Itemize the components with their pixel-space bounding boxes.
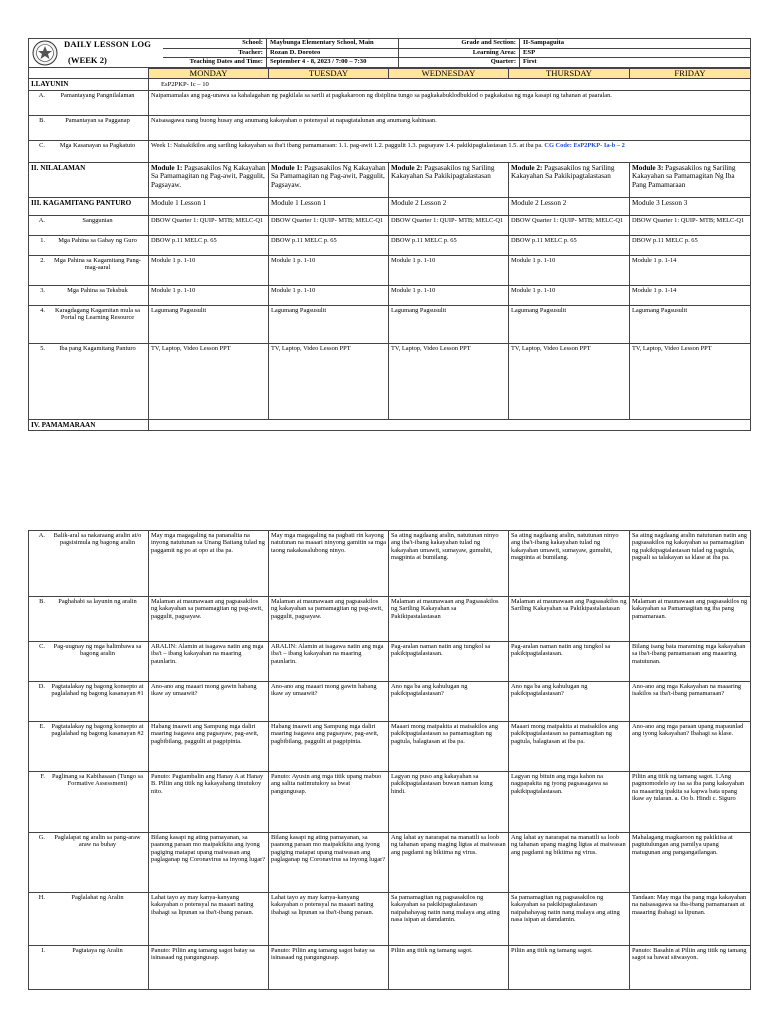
procedure-pagtatalakay-2-wednesday: Maaari mong maipakita at maisakilos ang pakikipagtalastasan sa pamamagitan ng pagtula, balagtasan at iba pa. — [389, 722, 509, 772]
nilalaman-thursday-head: Module 2: — [511, 163, 543, 172]
iba-pang-kagamitan-label-text: Iba pang Kagamitang Panturo — [59, 344, 136, 352]
row-b-index: B. — [39, 116, 45, 124]
procedure-paglalapat-wednesday: Ang lahat ay nararapat na manatili sa loob ng tahanan upang maging ligtas at maiwasan ang pagdami ng biktima ng virus. — [389, 833, 509, 893]
iba-pang-friday: TV, Laptop, Video Lesson PPT — [630, 343, 751, 419]
nilalaman-monday — [149, 162, 269, 197]
sanggunian-thursday: DBOW Quarter 1: QUIP- MTB; MELC-Q1 — [509, 215, 630, 235]
nilalaman-title: II. NILALAMAN — [29, 162, 149, 197]
procedure-row-paglalahat — [29, 893, 751, 946]
nilalaman-wednesday — [389, 162, 509, 197]
procedure-row-pagtataya — [29, 946, 751, 990]
procedure-balik-aral-tuesday: May mga magagaling na pagbati rin kayong natutunan na maaari ninyong gamitin sa mga taong nakakasalubong ninyo. — [269, 531, 389, 597]
procedure-paghahabi-friday: Malaman at maunawaan ang pagsasakilos ng kakayahan sa Pamamagitan ng iba pang pamamaraan. — [630, 597, 751, 642]
procedure-row-paghahabi — [29, 597, 751, 642]
nilalaman-monday-head: Module 1: — [151, 163, 183, 172]
karagdagang-friday: Lagumang Pagsusulit — [630, 305, 751, 343]
iba-pang-monday: TV, Laptop, Video Lesson PPT — [149, 343, 269, 419]
procedure-balik-aral-friday: Sa ating nagdaang aralin natutunan natin ang pagsasakilos ng kakayahan sa pamamagitan ng pakikipagtalastasan tulad ng pagtula, pagsali sa talakayan sa klase at iba pa. — [630, 531, 751, 597]
day-wednesday: WEDNESDAY — [389, 68, 509, 79]
teksbuk-friday: Module 1 p. 1-14 — [630, 285, 751, 305]
procedure-label-paglalahat — [29, 893, 149, 946]
procedure-label-text-pagtatalakay-2: Pagtatalakay ng bagong konsepto at paglalahad ng bagong kasanayan #2 — [51, 723, 144, 738]
procedure-pagtatalakay-1-tuesday: Ano-ano ang maaari mong gawin habang ikaw ay umaawit? — [269, 682, 389, 722]
procedure-paglinang-tuesday: Panuto: Ayusin ang mga titik upang mabuo ang salita natimutukoy sa bwat pangungusap. — [269, 772, 389, 833]
deped-logo-cell — [29, 39, 163, 68]
procedure-index-paglinang: F. — [40, 773, 45, 780]
mag-aaral-monday: Module 1 p. 1-10 — [149, 255, 269, 285]
procedure-pagtatalakay-1-monday: Ano-ano ang maaari mong gawin habang ikaw ay umaawit? — [149, 682, 269, 722]
procedure-paglalapat-thursday: Ang lahat ay nararapat na manatili sa loob ng tahanan upang maging ligtas at maiwasan ang pagdami ng biktima ng virus. — [509, 833, 630, 893]
procedure-pagtatalakay-2-monday: Habang inaawit ang Sampung mga daliri maaring isagawa ang pagsayaw, pag-awit, pagbibilang, paggulit at pagpipinta. — [149, 722, 269, 772]
mag-aaral-friday: Module 1 p. 1-14 — [630, 255, 751, 285]
procedure-label-text-pagtatalakay-1: Pagtatalakay ng bagong konsepto at paglalahad ng bagong kasanayan #1 — [51, 683, 144, 698]
procedure-balik-aral-thursday: Sa ating nagdaang aralin, natutunan ninyo ang iba't-ibang kakayahan tulad ng kakayahan umawit, sumayaw, gumuhit, magpinta at bumilang. — [509, 531, 630, 597]
sanggunian-label-text: Sanggunian — [82, 216, 113, 224]
procedure-paglinang-friday: Piliin ang titik ng tamang sagot. 1.Ang pagmomodelo ay isa sa iba pang kakayahan na maaaring ipakita sa kapwa bata upang ikaw ay tularan. a. Oo b. Hindi c. Siguro — [630, 772, 751, 833]
sanggunian-monday: DBOW Quarter 1: QUIP- MTB; MELC-Q1 — [149, 215, 269, 235]
day-header-blank — [29, 68, 149, 79]
kasanayan-label — [29, 140, 149, 162]
procedure-row-paglalapat — [29, 833, 751, 893]
procedure-label-text-pag-uugnay: Pag-uugnay ng mga halimbawa sa bagong aralin — [53, 643, 142, 658]
procedure-label-paglinang — [29, 772, 149, 833]
gabay-guro-label — [29, 235, 149, 255]
competency-code — [149, 79, 751, 91]
competency-code-text: EsP2PKP- Ic – 10 — [161, 81, 209, 89]
procedure-index-pagtataya: I. — [41, 947, 45, 954]
procedure-paglinang-thursday: Lagyan ng bituin ang mga kahon na nagpapakita ng iyong pagsasagawa sa pakikipagtalastasan. — [509, 772, 630, 833]
teksbuk-label-text: Mga Pahina sa Teksbuk — [67, 286, 128, 294]
karagdagang-kagamitan-label-text: Karagdagang Kagamitan mula sa Portal ng Learning Resource — [55, 306, 140, 322]
procedure-paglalapat-friday: Mahalagang magkaroon ng pakikiisa at pagtutulungan ang pamilya upang matugunan ang pangangailangan. — [630, 833, 751, 893]
gabay-guro-monday: DBOW p.11 MELC p. 65 — [149, 235, 269, 255]
karagdagang-thursday: Lagumang Pagsusulit — [509, 305, 630, 343]
karagdagang-tuesday: Lagumang Pagsusulit — [269, 305, 389, 343]
nilalaman-friday-head: Module 3: — [632, 163, 664, 172]
procedure-paglinang-monday: Panuto: Pagtambalin ang Hanay A at Hanay B. Piliin ang titik ng kakayahang tinutukoy nito. — [149, 772, 269, 833]
procedure-row-pagtatalakay-2 — [29, 722, 751, 772]
procedure-pagtatalakay-2-friday: Ano-ano ang mga paraan upang mapaunlad ang iyong kakayahan? Ibahagi sa klase. — [630, 722, 751, 772]
teksbuk-label — [29, 285, 149, 305]
kagamitang-title: III. KAGAMITANG PANTURO — [29, 197, 149, 215]
kagamitang-pang-mag-aaral-index: 2. — [40, 256, 45, 264]
procedure-label-text-pagtataya: Pagtataya ng Aralin — [72, 947, 123, 954]
day-monday: MONDAY — [149, 68, 269, 79]
teacher-value: Rozan D. Doroteo — [267, 48, 399, 58]
procedure-pagtatalakay-1-thursday: Ano nga ba ang kahulugan ng pakikipagtalastasan? — [509, 682, 630, 722]
dates-value: September 4 - 8, 2023 / 7:00 – 7:30 — [267, 58, 399, 68]
procedure-index-balik-aral: A. — [38, 532, 45, 539]
procedure-paghahabi-wednesday: Malaman at maunawaan ang Pagsasakilos ng Sariling Kakayahan sa Pakikipastalastasan — [389, 597, 509, 642]
pamantayan-pagganap-text: Naisasagawa nang buong husay ang anumang kakayahan o potensyal at napagtatalunan ang anumang kahinaan. — [149, 115, 751, 140]
week-label: (WEEK 2) — [68, 54, 107, 65]
karagdagang-kagamitan-label — [29, 305, 149, 343]
mag-aaral-tuesday: Module 1 p. 1-10 — [269, 255, 389, 285]
row-a-label: Pamantayang Pangnilalaman — [60, 91, 135, 99]
procedure-pagtatalakay-1-wednesday: Ano nga ba ang kahulugan ng pakikipagtalastasan? — [389, 682, 509, 722]
procedure-index-paglalahat: H. — [38, 894, 45, 901]
sanggunian-wednesday: DBOW Quarter 1: QUIP- MTB; MELC-Q1 — [389, 215, 509, 235]
sanggunian-tuesday: DBOW Quarter 1: QUIP- MTB; MELC-Q1 — [269, 215, 389, 235]
lesson-thursday: Module 2 Lesson 2 — [509, 197, 630, 215]
karagdagang-monday: Lagumang Pagsusulit — [149, 305, 269, 343]
procedure-row-pag-uugnay — [29, 642, 751, 682]
procedure-label-text-paglalapat: Paglalapat ng aralin sa pang-araw araw na buhay — [54, 834, 141, 849]
header-table — [28, 38, 751, 68]
gabay-guro-wednesday: DBOW p.11 MELC p. 65 — [389, 235, 509, 255]
procedure-paghahabi-tuesday: Malaman at maunawaan ang pagsasakilos ng kakayahan sa pamamagitan ng pag-awit, paggulit, pagsayaw. — [269, 597, 389, 642]
deped-seal-icon — [32, 40, 58, 66]
procedure-pagtatalakay-1-friday: Ano-ano ang mga Kakayahan na maaaring isakilos sa iba't-ibang pamamaraan? — [630, 682, 751, 722]
procedure-label-text-balik-aral: Balik-aral sa nakaraang aralin at/o pagsisimula ng bagong aralin — [53, 532, 142, 547]
layunin-title: I.LAYUNIN — [29, 79, 149, 91]
teksbuk-index: 3. — [40, 286, 45, 294]
procedure-paghahabi-thursday: Malaman at maunawaan ang Pagsasakilos ng Sariling Kakayahan sa Pakikipastalastasan — [509, 597, 630, 642]
school-label: School: — [163, 39, 267, 49]
page-1 — [28, 38, 750, 431]
gabay-guro-thursday: DBOW p.11 MELC p. 65 — [509, 235, 630, 255]
lesson-table-page1 — [28, 68, 751, 432]
procedure-pag-uugnay-friday: Bilang isang bata maraming mga kakayahan sa iba't-ibang pamamaraan ang maaaring matutunan. — [630, 642, 751, 682]
procedure-index-paglalapat: G. — [38, 834, 45, 841]
nilalaman-tuesday-head: Module 1: — [271, 163, 303, 172]
day-tuesday: TUESDAY — [269, 68, 389, 79]
nilalaman-wednesday-text: Pagsasakilos ng Sariling Kakayahan Sa Pakikipagtalastasan — [391, 163, 495, 181]
procedure-paglalahat-tuesday: Lahat tayo ay may kanya-kanyang kakayahan o potensyal na maaari nating ibahagi sa lipunan sa iba't-ibang paraan. — [269, 893, 389, 946]
procedure-pagtatalakay-2-tuesday: Habang inaawit ang Sampung mga daliri maaring isagawa ang pagsayaw, pag-awit, pagbibilang, paggulit at pagpipinta. — [269, 722, 389, 772]
procedure-label-text-paglinang: Paglinang sa Kabihasaan (Tungo sa Formative Assessment) — [52, 773, 143, 788]
procedure-index-paghahabi: B. — [39, 598, 45, 605]
nilalaman-thursday-text: Pagsasakilos ng Sariling Kakayahan Sa Pakikipagtalastasan — [511, 163, 615, 181]
procedure-pagtatalakay-2-thursday: Maaari mong maipakita at maisakilos ang pakikipagtalastasan sa pamamagitan ng pagtula, balagtasan at iba pa. — [509, 722, 630, 772]
nilalaman-wednesday-head: Module 2: — [391, 163, 423, 172]
sanggunian-index: A. — [38, 216, 45, 224]
kasanayan-text — [149, 140, 751, 162]
procedure-label-balik-aral — [29, 531, 149, 597]
procedure-label-pagtatalakay-2 — [29, 722, 149, 772]
procedure-row-pagtatalakay-1 — [29, 682, 751, 722]
karagdagang-wednesday: Lagumang Pagsusulit — [389, 305, 509, 343]
teksbuk-wednesday: Module 1 p. 1-10 — [389, 285, 509, 305]
area-value: ESP — [520, 48, 751, 58]
kagamitang-pang-mag-aaral-label — [29, 255, 149, 285]
pamamaraan-blank — [149, 419, 751, 430]
teksbuk-thursday: Module 1 p. 1-10 — [509, 285, 630, 305]
cg-code: CG Code: EsP2PKP- Ia-b – 2 — [544, 141, 625, 149]
mag-aaral-wednesday: Module 1 p. 1-10 — [389, 255, 509, 285]
procedure-balik-aral-monday: May mga magagaling na pananalita na inyong natutunan sa Unang Baitang tulad ng paggamit ng po at opo at iba pa. — [149, 531, 269, 597]
nilalaman-monday-text: Pagsasakilos Ng Kakayahan Sa Pamamagitan ng Pag-awit, Paggulit, Pagsayaw. — [151, 163, 266, 189]
iba-pang-kagamitan-index: 5. — [40, 344, 45, 352]
procedure-paglalahat-wednesday: Sa pamamagitan ng pagsasakilos ng kakayahan sa pakikipagtalastasan naipahahayag natin nang malaya ang ating nasa isipan at damdamin. — [389, 893, 509, 946]
procedure-label-paghahabi — [29, 597, 149, 642]
iba-pang-wednesday: TV, Laptop, Video Lesson PPT — [389, 343, 509, 419]
procedure-paglalahat-thursday: Sa pamamagitan ng pagsasakilos ng kakayahan sa pakikipagtalastasan naipahahayag natin nang malaya ang ating nasa isipan at damdamin. — [509, 893, 630, 946]
mag-aaral-thursday: Module 1 p. 1-10 — [509, 255, 630, 285]
lesson-friday: Module 3 Lesson 3 — [630, 197, 751, 215]
procedure-paglalapat-tuesday: Bilang kasapi ng ating pamayanan, sa paanong paraan mo maipakikita ang iyong pagiging matapat upang maiwasan ang paglaganap ng Coronavirus sa inyong lugar? — [269, 833, 389, 893]
grade-value: II-Sampaguita — [520, 39, 751, 49]
procedure-label-pagtatalakay-1 — [29, 682, 149, 722]
nilalaman-tuesday-text: Pagsasakilos Ng Kakayahan Sa Pamamagitan ng Pag-awit, Paggulit, Pagsayaw. — [271, 163, 386, 189]
dates-label: Teaching Dates and Time: — [163, 58, 267, 68]
procedure-pag-uugnay-wednesday: Pag-aralan naman natin ang tungkol sa pakikipagtalastasan. — [389, 642, 509, 682]
procedure-paglalapat-monday: Bilang kasapi ng ating pamayanan, sa paanong paraan mo maipakikita ang iyong pagiging matapat upang maiwasan ang paglaganap ng Coronavirus sa inyong lugar? — [149, 833, 269, 893]
procedure-label-text-paghahabi: Paghahabi sa layunin ng aralin — [58, 598, 137, 605]
pamantayang-pangnilalaman-text: Naipamamalas ang pag-unawa sa kahalagahan ng pagkilala sa sarili at pagkakaroon ng disiplina tungo sa pagkakabuklodbuklod o pagkakaisa ng mga kasapi ng tahanan at paaralan. — [149, 90, 751, 115]
nilalaman-thursday — [509, 162, 630, 197]
procedure-paglalahat-monday: Lahat tayo ay may kanya-kanyang kakayahan o potensyal na maaari nating ibahagi sa lipunan sa iba't-ibang paraan. — [149, 893, 269, 946]
gabay-guro-index: 1. — [40, 236, 45, 244]
procedure-index-pagtatalakay-1: D. — [38, 683, 45, 690]
procedure-pagtataya-tuesday: Panuto: Piliin ang tamang sagot batay sa isinasaad ng pangungusap. — [269, 946, 389, 990]
procedure-paglalahat-friday: Tandaan: May mga iba pang mga kakayahan na naisasagawa sa iba-ibang pamamaraan at maaaring ibahagi sa lipunan. — [630, 893, 751, 946]
teksbuk-monday: Module 1 p. 1-10 — [149, 285, 269, 305]
procedure-pagtataya-thursday: Piliin ang titik ng tamang sagot. — [509, 946, 630, 990]
karagdagang-kagamitan-index: 4. — [40, 306, 45, 314]
procedure-index-pag-uugnay: C. — [39, 643, 45, 650]
procedure-index-pagtatalakay-2: E. — [39, 723, 45, 730]
procedure-pag-uugnay-thursday: Pag-aralan naman natin ang tungkol sa pakikipagtalastasan. — [509, 642, 630, 682]
pamantayang-pangnilalaman-label — [29, 90, 149, 115]
procedure-pagtataya-friday: Panuto: Basahin at Piliin ang titik ng tamang sagot sa bawat sitwasyon. — [630, 946, 751, 990]
log-title: DAILY LESSON LOG — [64, 38, 152, 49]
procedure-paghahabi-monday: Malaman at maunawaan ang pagsasakilos ng kakayahan sa pamamagitan ng pag-awit, paggulit, pagsayaw. — [149, 597, 269, 642]
grade-label: Grade and Section: — [399, 39, 520, 49]
pamamaraan-title: IV. PAMAMARAAN — [29, 419, 149, 430]
procedure-pag-uugnay-tuesday: ARALIN: Alamin at isagawa natin ang mga iba't – ibang kakayahan na maaring paunlarin. — [269, 642, 389, 682]
iba-pang-tuesday: TV, Laptop, Video Lesson PPT — [269, 343, 389, 419]
nilalaman-tuesday — [269, 162, 389, 197]
sanggunian-friday: DBOW Quarter 1: QUIP- MTB; MELC-Q1 — [630, 215, 751, 235]
row-c-label: Mga Kasanayan sa Pagkatuto — [59, 141, 136, 149]
lesson-monday: Module 1 Lesson 1 — [149, 197, 269, 215]
procedure-label-text-paglalahat: Paglalahat ng Aralin — [71, 894, 124, 901]
procedure-pag-uugnay-monday: ARALIN: Alamin at isagawa natin ang mga iba't – ibang kakayahan na maaring paunlarin. — [149, 642, 269, 682]
row-c-index: C. — [39, 141, 45, 149]
procedure-row-balik-aral — [29, 531, 751, 597]
lesson-wednesday: Module 2 Lesson 2 — [389, 197, 509, 215]
iba-pang-thursday: TV, Laptop, Video Lesson PPT — [509, 343, 630, 419]
lesson-table-page2 — [28, 530, 751, 990]
row-a-index: A. — [38, 91, 45, 99]
procedure-label-pag-uugnay — [29, 642, 149, 682]
procedure-label-pagtataya — [29, 946, 149, 990]
procedure-paglinang-wednesday: Lagyan ng puso ang kakayahan sa pakikipagtalastasan buwan naman kung hindi. — [389, 772, 509, 833]
teksbuk-tuesday: Module 1 p. 1-10 — [269, 285, 389, 305]
procedure-pagtataya-wednesday: Piliin ang titik ng tamang sagot. — [389, 946, 509, 990]
day-thursday: THURSDAY — [509, 68, 630, 79]
iba-pang-kagamitan-label — [29, 343, 149, 419]
kasanayan-body: Week 1: Naisakikilos ang sariling kakayahan sa iba't ibang pamamaraan: 1.1. pag-awit 1.2. paggulit 1.3. pagsayaw 1.4. pakikipagtalastasan 1.5. at iba pa. — [151, 141, 545, 149]
quarter-value: First — [520, 58, 751, 68]
kagamitang-pang-mag-aaral-label-text: Mga Pahina sa Kagamitang Pang-mag-aaral — [54, 256, 141, 272]
gabay-guro-friday: DBOW p.11 MELC p. 65 — [630, 235, 751, 255]
lesson-tuesday: Module 1 Lesson 1 — [269, 197, 389, 215]
area-label: Learning Area: — [399, 48, 520, 58]
nilalaman-friday — [630, 162, 751, 197]
school-value: Maybunga Elementary School, Main — [267, 39, 399, 49]
procedure-row-paglinang — [29, 772, 751, 833]
teacher-label: Teacher: — [163, 48, 267, 58]
pamantayan-pagganap-label — [29, 115, 149, 140]
procedure-balik-aral-wednesday: Sa ating nagdaang aralin, natutunan ninyo ang iba't-ibang kakayahan tulad ng kakayahan umawit, sumayaw, gumuhit, magpinta at bumilang. — [389, 531, 509, 597]
row-b-label: Pamantayan sa Pagganap — [65, 116, 130, 124]
sanggunian-label — [29, 215, 149, 235]
day-friday: FRIDAY — [630, 68, 751, 79]
gabay-guro-tuesday: DBOW p.11 MELC p. 65 — [269, 235, 389, 255]
quarter-label: Quarter: — [399, 58, 520, 68]
gabay-guro-label-text: Mga Pahina sa Gabay ng Guro — [58, 236, 137, 244]
page-2 — [28, 530, 750, 990]
procedure-label-paglalapat — [29, 833, 149, 893]
procedure-pagtataya-monday: Panuto: Piliin ang tamang sagot batay sa isinasaad ng pangungusap. — [149, 946, 269, 990]
nilalaman-friday-text: Pagsasakilos ng Sariling Kakayahan sa Pamamagitan Ng Iba Pang Pamamaraan — [632, 163, 736, 189]
